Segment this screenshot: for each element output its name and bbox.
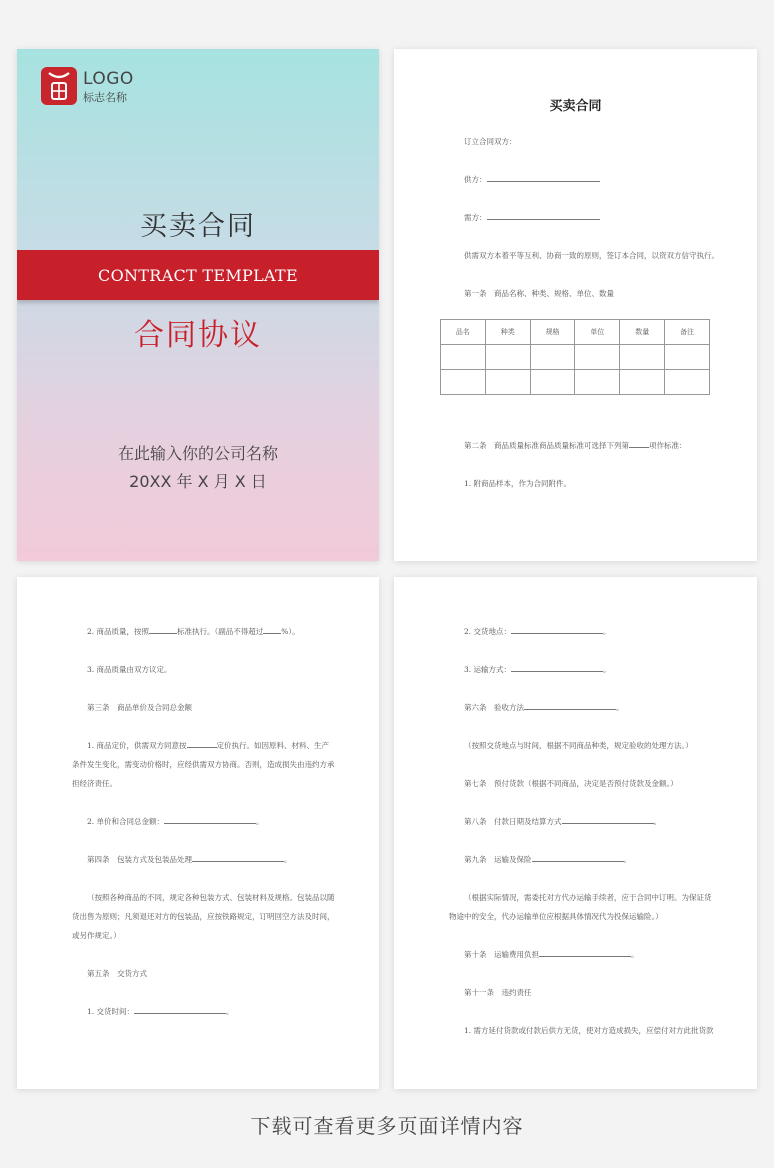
table-header: 品名 <box>441 320 486 345</box>
cover-date: 20XX 年 X 月 X 日 <box>129 472 267 491</box>
article-5: 第五条 交货方式 <box>87 969 147 978</box>
table-header: 种类 <box>485 320 530 345</box>
logo-mark-icon <box>41 67 77 105</box>
intro-line: 订立合同双方： <box>464 137 517 146</box>
article-6: 第六条 验收方法 。 <box>464 703 624 712</box>
delivery-place-line: 2. 交货地点： 。 <box>464 627 611 636</box>
article-9: 第九条 运输及保险 。 <box>464 855 631 864</box>
cover-band <box>17 250 379 300</box>
pricing-line: 1. 商品定价，供需双方同意按 定价执行。如因原料、材料、生产 <box>87 741 330 750</box>
breach-line: 1. 需方延付货款或付款后供方无货，使对方造成损失，应偿付对方此批货款 <box>464 1026 714 1035</box>
insurance-line-2: 物途中的安全，代办运输单位应根据具体情况代为投保运输险。） <box>449 912 663 921</box>
cover-subtitle: 合同协议 <box>134 318 262 353</box>
packaging-line-3: 或另作规定。） <box>72 931 121 940</box>
article-7: 第七条 预付货款（根据不同商品，决定是否预付货款及金额。） <box>464 779 678 788</box>
footer-caption: 下载可查看更多页面详情内容 <box>250 1114 524 1138</box>
logo-text: LOGO <box>83 69 134 89</box>
quality-line-2: 3. 商品质量由双方议定。 <box>87 665 172 674</box>
article-4: 第四条 包装方式及包装品处理 。 <box>87 855 292 864</box>
goods-table <box>440 319 710 395</box>
cover-band-text: CONTRACT TEMPLATE <box>98 266 298 285</box>
cover-page <box>17 49 379 561</box>
transport-line: 3. 运输方式： 。 <box>464 665 611 674</box>
contract-page-2 <box>17 577 379 1089</box>
delivery-time-line: 1. 交货时间： 。 <box>87 1007 234 1016</box>
article-10: 第十条 运输费用负担 。 <box>464 950 639 959</box>
table-row <box>441 345 710 370</box>
contract-page-1 <box>394 49 757 561</box>
table-header: 规格 <box>530 320 575 345</box>
packaging-line: （按照各种商品的不同，规定各种包装方式、包装材料及规格。包装品以随 <box>87 893 335 902</box>
pricing-line-3: 担经济责任。 <box>72 779 117 788</box>
supplier-line: 供方： <box>464 174 600 185</box>
buyer-line: 需方： <box>464 212 600 223</box>
table-header-row <box>441 320 710 345</box>
article-1: 第一条 商品名称、种类、规格、单位、数量 <box>464 289 614 298</box>
contract-page-3 <box>394 577 757 1089</box>
article-8: 第八条 付款日期及结算方式 。 <box>464 817 661 826</box>
article-2: 第二条 商品质量标准商品质量标准可选择下列第 项作标准： <box>464 441 687 450</box>
item-1: 1. 附商品样本，作为合同附件。 <box>464 479 572 488</box>
article-3: 第三条 商品单价及合同总金额 <box>87 703 192 712</box>
table-header: 数量 <box>620 320 665 345</box>
table-header: 备注 <box>665 320 710 345</box>
inspection-line: （按照交货地点与时间，根据不同商品种类，规定验收的处理方法。） <box>464 741 693 750</box>
table-header: 单位 <box>575 320 620 345</box>
packaging-line-2: 货出售为原则；凡须退还对方的包装品，应按铁路规定，订明回空方法及时间， <box>72 912 335 921</box>
article-11: 第十一条 违约责任 <box>464 988 532 997</box>
pricing-line-2: 条件发生变化，需变动价格时，应经供需双方协商。否则，造成损失由违约方承 <box>72 760 335 769</box>
principle-line: 供需双方本着平等互利、协商一致的原则，签订本合同，以资双方信守执行。 <box>464 251 719 260</box>
table-row <box>441 370 710 395</box>
insurance-line: （根据实际情况，需委托对方代办运输手续者，应于合同中订明。为保证货 <box>464 893 712 902</box>
logo-subtitle: 标志名称 <box>83 91 127 104</box>
cover-company: 在此输入你的公司名称 <box>117 444 278 463</box>
total-amount-line: 2. 单价和合同总金额： 。 <box>87 817 264 826</box>
cover-title: 买卖合同 <box>140 211 256 242</box>
quality-line: 2. 商品质量，按照 标准执行。（副品不得超过 %）。 <box>87 627 300 636</box>
doc-title: 买卖合同 <box>549 99 602 114</box>
